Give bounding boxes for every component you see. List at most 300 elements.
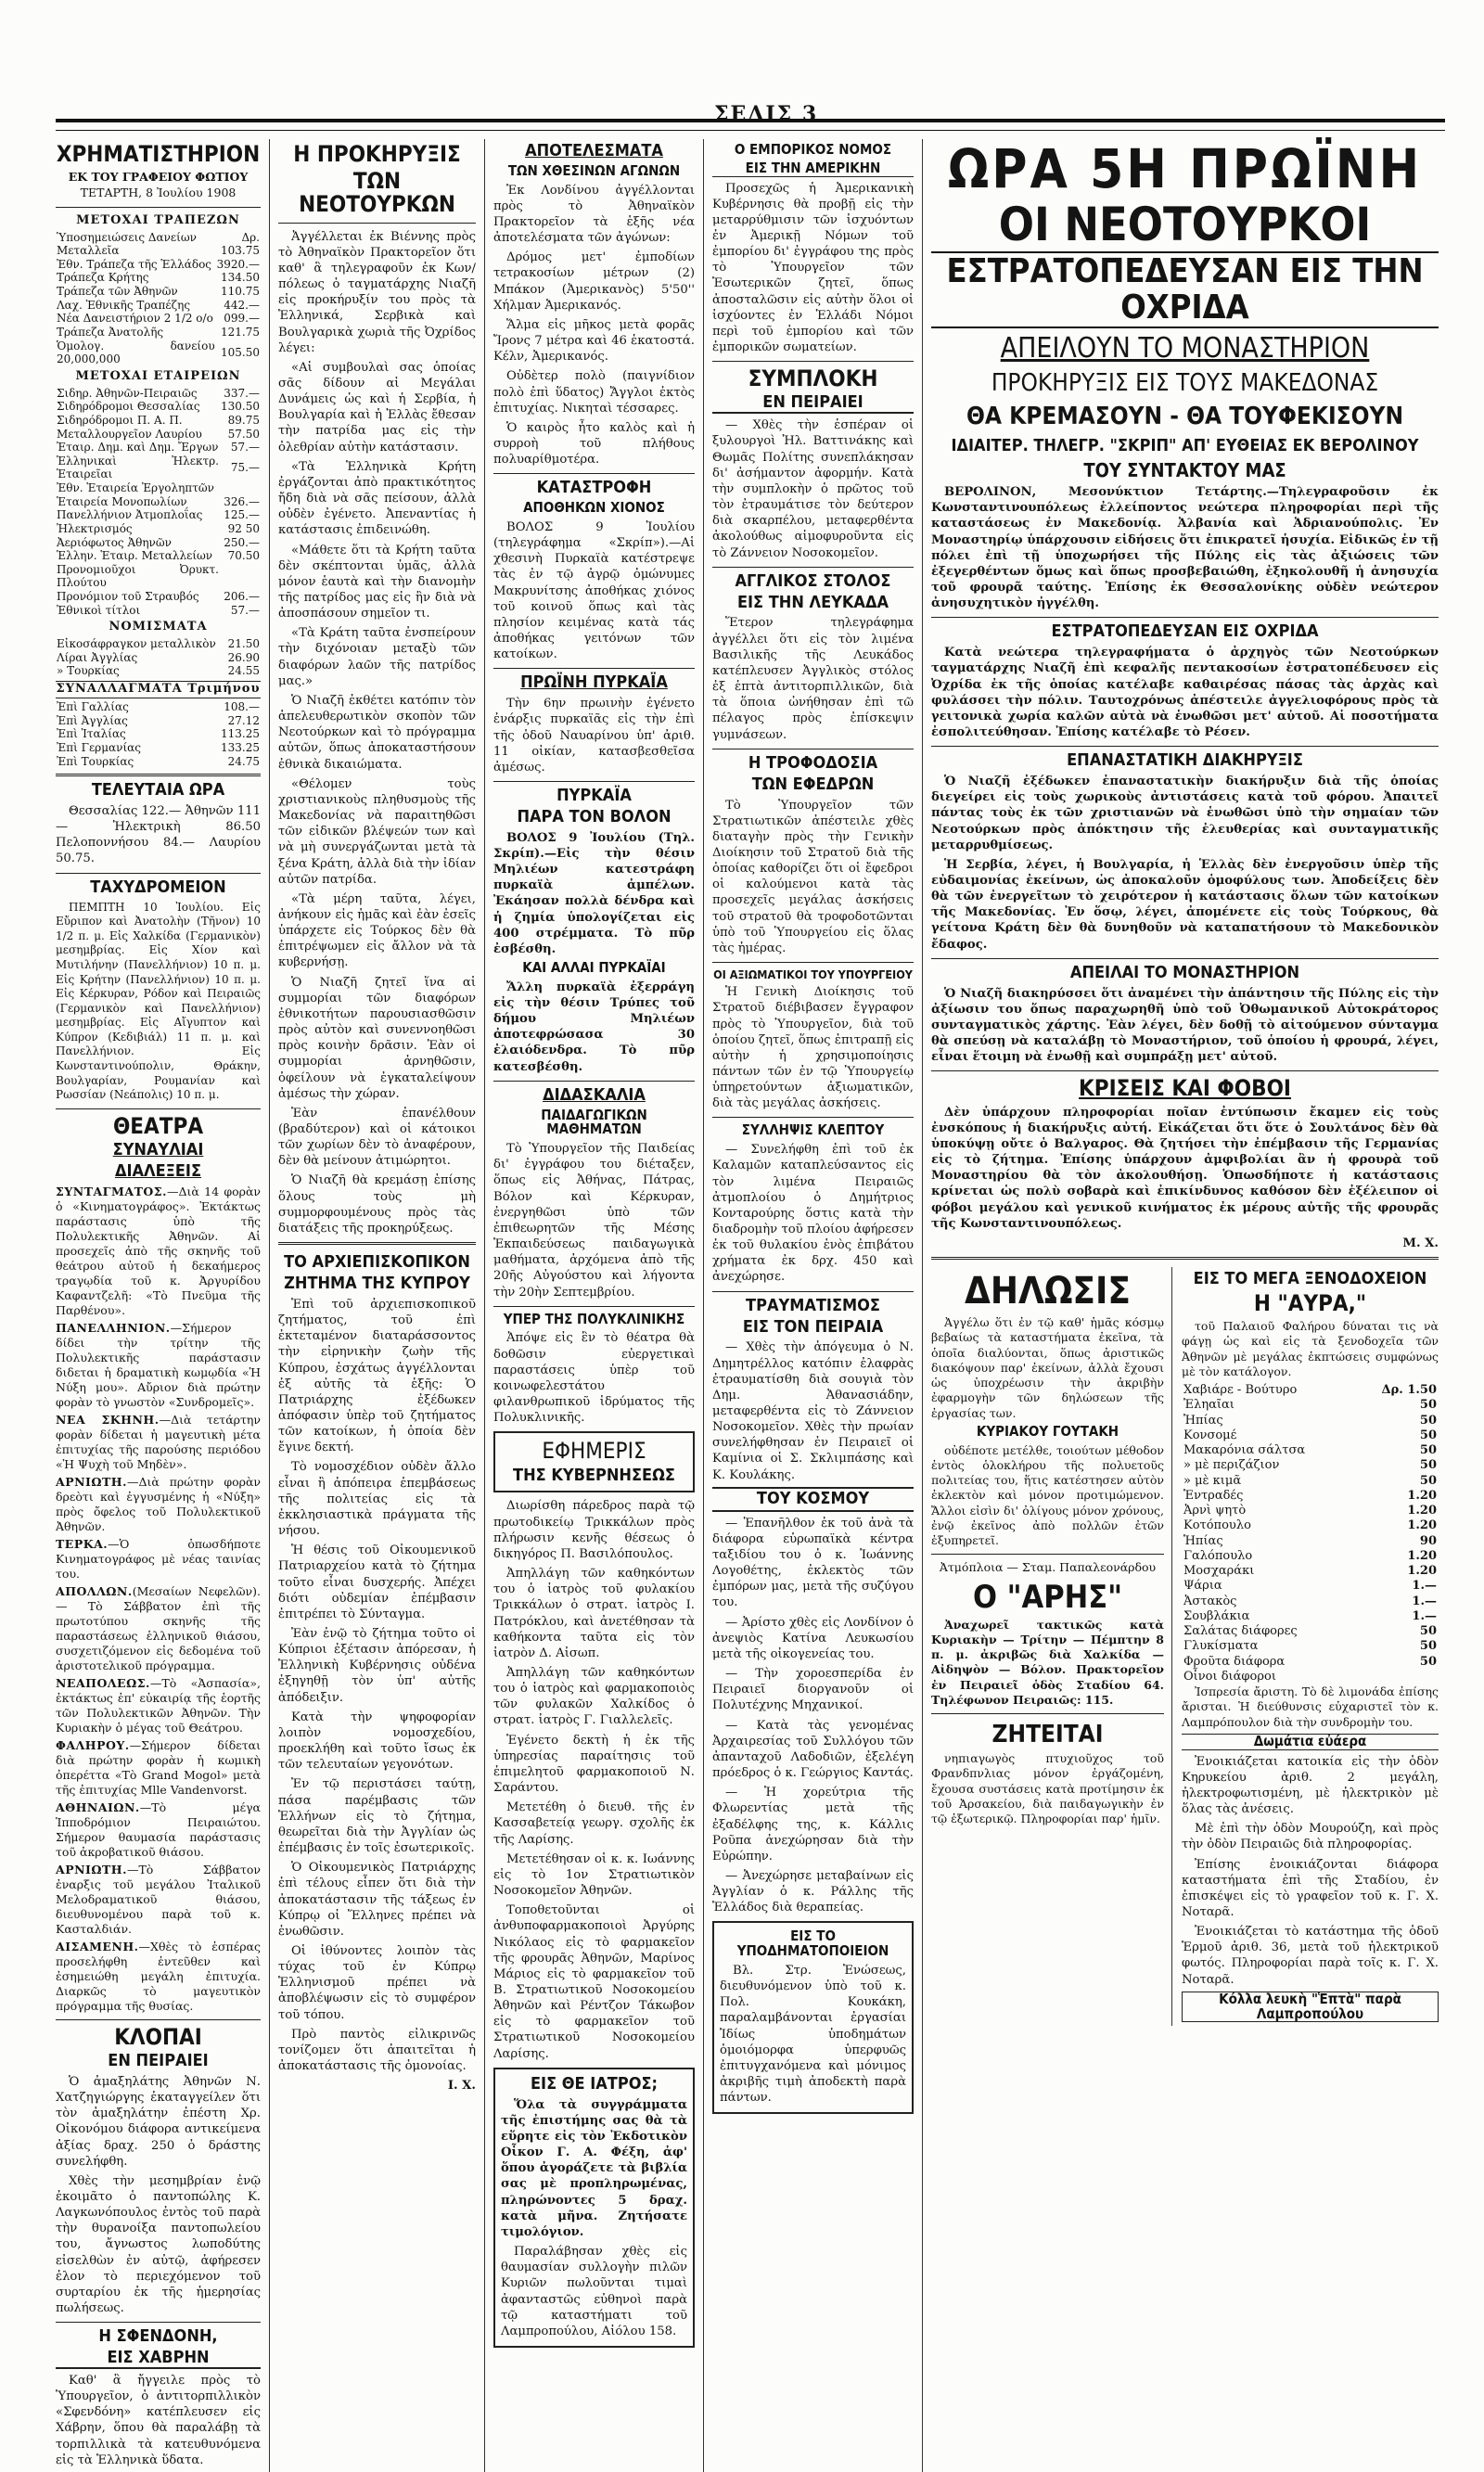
gazette-paragraph: Ἀπηλλάγη τῶν καθηκόντων του ὁ ἰατρὸς καὶ φαρμακοποιὸς τῶν φυλακῶν Χαλκίδος ὁ στρατ. ἰατρὸς Γ. Γιαλλελεῖς. <box>493 1666 695 1728</box>
divider <box>931 746 1439 747</box>
table-row <box>1182 1504 1439 1518</box>
theatre-list <box>56 1185 261 2014</box>
headline-proclamation: ΠΡΟΚΗΡΥΞΙΣ ΕΙΣ ΤΟΥΣ ΜΑΚΕΔΟΝΑΣ <box>991 369 1379 398</box>
row-label: Γαλόπουλο <box>1183 1548 1253 1563</box>
theatre-entry <box>56 1800 261 1860</box>
gazette-paragraph: Μετετέθη ὁ διευθ. τῆς ἐν Κασσαβετείᾳ γεωργ. σχολῆς ἐκ τῆς Λαρίσης. <box>493 1800 695 1847</box>
supply-title: Η ΤΡΟΦΟΔΟΣΙΑ <box>748 752 878 773</box>
row-label: » μὲ περιζάζιον <box>1183 1458 1280 1473</box>
theft-paragraph: Χθὲς τὴν μεσημβρίαν ἐνῷ ἐκοιμᾶτο ὁ παντοπώλης Κ. Λαγκωνόπουλος ἐντὸς τοῦ παρὰ τὴν θυρανοίξα παντοπωλείου του, ἄγνωστος λωποδύτης εἰσελθὼν ἐν αὐτῷ, ἀφήρεσεν ἐλον τὸ περιεχόμενον τοῦ συρταρίου ἐκ τῆς ἡμερησίας πωλήσεως. <box>56 2173 261 2316</box>
row-value: 24.75 <box>227 754 260 768</box>
proclamation-title-2: ΤΩΝ ΝΕΟΤΟΥΡΚΩΝ <box>299 168 455 218</box>
theatre-entry <box>56 1863 261 1937</box>
cyprus-paragraph: Ἐν τῷ περιστάσει ταύτῃ, πάσα παρέμβασις τῶν Ἑλλήνων εἰς τὸ ζήτημα, θεωρεῖται διὰ τὴν Ἀγγλίαν ὡς ἐπέμβασις ἐν τοῖς ἐσωτερικοῖς. <box>278 1777 476 1856</box>
divider <box>712 962 914 963</box>
trade-law-text: Προσεχῶς ἡ Ἀμερικανικὴ Κυβέρνησις θὰ προβῇ εἰς τὴν μεταρρύθμισιν τῶν ἰσχυόντων ἐν Ἀμερικῇ Νόμων τοῦ ἐμπορίου δι' ἐγγράφου της πρὸς τὸ Ὑπουργεῖον τῶν Ἐσωτερικῶν ζητεῖ, ὅπως ἀποσταλῶσιν εἰς αὐτὴν ὅλοι οἱ ἰσχύοντες ἐν Ἑλλάδι Νόμοι περὶ τοῦ ἐμπορίου καὶ τῶν ἐμπορικῶν σωματείων. <box>712 181 914 355</box>
thefts-subtitle: ΕΝ ΠΕΙΡΑΙΕΙ <box>108 2051 209 2070</box>
barber-title: ΚΥΡΙΑΚΟΥ ΓΟΥΤΑΚΗ <box>976 1422 1119 1440</box>
table-row <box>56 727 261 741</box>
theatre-text: —Διὰ τετάρτην φορὰν δίδεται ἡ μαγευτικὴ μέτα ἐπιτυχίας τῆς παρούσης περιόδου «Ἡ Ψυχὴ τοῦ Μηδὲν». <box>56 1412 261 1471</box>
glue-ad: Κόλλα λευκὴ "Ἑπτὰ" παρὰ Λαμπροπούλου <box>1182 1992 1439 2023</box>
row-value: 110.75 <box>221 285 260 299</box>
divider <box>712 567 914 568</box>
row-value: 1.— <box>1412 1608 1437 1623</box>
stock-exchange-date: ΤΕΤΑΡΤΗ, 8 Ἰουλίου 1908 <box>80 186 237 200</box>
row-value: 1.20 <box>1407 1564 1437 1579</box>
row-label: Ἐπὶ Ἰταλίας <box>57 727 126 741</box>
theatre-text: —Χθὲς τὸ ἑσπέρας προσελήφθη ἐντεῦθεν καὶ ἐσημειώθη μεγάλη ἐπιτυχία. Διαρκῶς τὸ μαγευτικὸν πρόγραμμα τῆς θυσίας. <box>56 1939 261 2013</box>
row-label: Σαλάτας διάφορες <box>1183 1624 1298 1639</box>
row-label: Σουβλάκια <box>1183 1608 1250 1623</box>
crisis-text: Δὲν ὑπάρχουν πληροφορίαι ποῖαν ἐντύπωσιν ἔκαμεν εἰς τοὺς ἐνσκόπους ἡ διακήρυξις αὐτή. Εἰκάζεται ὅτι ὅτε ὁ Σουλτάνος δὲν θὰ ὑποκύψῃ οὔτε ὁ Βαλγαρος. Θὰ ζητήσει τὴν ἐπέμβασιν τῆς Γερμανίας εἰς τὸ ζήτημα. Ἐπίσης ὑπάρχουν ἀμφιβολίαι ἂν ἡ φρουρὰ τοῦ Μοναστηρίου θὰ τὸν ἀκολουθήσῃ. Ὁπωσδήποτε ἡ κατάστασις κρίνεται ὡς πολὺ σοβαρὰ καὶ ἐπικίνδυνος καθόσον δὲν ἐξέλειπον οἱ φόβοι μεγάλου καὶ γενικοῦ κινήματος ἐκ μέρους αὐτῆς τῆς φρουρᾶς τῆς Κωνσταντινουπόλεως. <box>931 1105 1439 1231</box>
wanted-text: νηπιαγωγὸς πτυχιοῦχος τοῦ Φρανδπνλιας μόνον ἐργάζομένη, ἔχουσα συστάσεις κατὰ προτίμησιν ἐκ τοῦ Ἀρσακείου, διὰ παιδαγωγικὴν ἐν τῷ ἐξωτερικῷ. Πληροφορίαι παρ' ἡμῖν. <box>931 1751 1164 1825</box>
row-label: Σιδηρ. Ἀθηνῶν-Πειραιῶς <box>57 386 198 400</box>
sling-subtitle: ΕΙΣ ΧΑΒΡΗΝ <box>56 2350 261 2369</box>
hotel-footer: Ἰσπρεσία ἄριστη. Τὸ δὲ λιμονάδα ἐπίσης ἄρισται. Ἡ διεύθυνσις εὐχαριστεῖ τὸν κ. Λαμπρόπουλον διὰ τὴν συνδρομὴν του. <box>1182 1684 1439 1729</box>
column-1 <box>56 139 269 2472</box>
table-row <box>56 563 261 590</box>
wound-title-2: ΕΙΣ ΤΟΝ ΠΕΙΡΑΙΑ <box>742 1316 884 1337</box>
results-title: ΑΠΟΤΕΛΕΣΜΑΤΑ <box>525 141 663 160</box>
table-row <box>1182 1670 1439 1684</box>
table-row <box>1182 1609 1439 1624</box>
author-signature: Ι. Χ. <box>447 2079 476 2094</box>
proclamation-paragraph: Ἀγγέλλεται ἐκ Βιέννης πρὸς τὸ Ἀθηναϊκὸν Πρακτορεῖον ὅτι καθ' ἃ τηλεγραφοῦν ἐκ Κων/πόλεως ὁ ταγματάρχης Νιαζῆ εἰς προκήρυξίν του πρὸς τὰ Ἑλληνικά, Σερβικὰ καὶ Βουλγαρικὰ χωριὰ τῆς Ὀχρίδος λέγει: <box>278 229 476 355</box>
table-row <box>1182 1534 1439 1549</box>
theatre-entry <box>56 1738 261 1798</box>
company-shares-rows <box>56 387 261 618</box>
last-hour-title: ΤΕΛΕΥΤΑΙΑ ΩΡΑ <box>91 780 225 801</box>
crisis-title: ΚΡΙΣΕΙΣ ΚΑΙ ΦΟΒΟΙ <box>1079 1075 1291 1102</box>
lectures-subtitle: ΔΙΑΛΕΞΕΙΣ <box>114 1160 202 1181</box>
currency-heading: ΝΟΜΙΣΜΑΤΑ <box>109 620 208 634</box>
column-4 <box>703 139 922 2472</box>
table-row <box>56 244 261 258</box>
results-body <box>493 183 695 468</box>
hats-ad-text: Παραλάβησαν χθὲς εἰς θαυμασίαν συλλογὴν πιλῶν Κυριῶν πωλοῦνται τιμαὶ ἀφανταστῶς εὐθηνοὶ παρὰ τῷ καταστήματι τοῦ Λαμπροπούλου, Αἰόλου 158. <box>501 2245 687 2338</box>
row-label: Ἐθν. Ἑταιρεία Ἐργοληπτῶν <box>57 481 214 495</box>
row-label: Ἀστακὸς <box>1183 1594 1237 1608</box>
concerts-subtitle: ΣΥΝΑΥΛΙΑΙ <box>112 1140 204 1160</box>
proclamation-paragraph: Ὁ Νιαζῆ ἐκθέτει κατόπιν τὸν ἀπελευθερωτικὸν σκοπὸν τῶν Νεοτούρκων καὶ τὸ πρόγραμμα αὐτῶν, ὅπως ἀποκαταστήσουν ἐθνικὰ δικαιώματα. <box>278 693 476 772</box>
morning-fire-text: Τὴν 6ην πρωινὴν ἐγένετο ἐνάρξις πυρκαϊᾶς εἰς τὴν ἐπὶ τῆς ὁδοῦ Ναυαρίνου ὑπ' ἀριθ. 11 οἰκίαν, κατασβεσθεῖσα ἀμέσως. <box>493 697 695 775</box>
rooms-title: Δωμάτια εὐάερα <box>1182 1734 1439 1750</box>
ochrid-title: ΕΣΤΡΑΤΟΠΕΔΕΥΣΑΝ ΕΙΣ ΟΧΡΙΔΑ <box>1051 621 1319 642</box>
trade-law-title-2: ΕΙΣ ΤΗΝ ΑΜΕΡΙΚΗΝ <box>712 161 914 177</box>
row-label: Ἡπίας <box>1183 1533 1223 1548</box>
row-label: Γλυκίσματα <box>1183 1639 1259 1654</box>
table-row <box>56 387 261 401</box>
row-label: » Τουρκίας <box>57 664 120 678</box>
table-row <box>56 271 261 285</box>
row-value: 50 <box>1419 1639 1437 1654</box>
row-value <box>1356 1670 1439 1684</box>
table-row <box>1182 1474 1439 1489</box>
divider <box>712 1291 914 1292</box>
divider <box>931 1554 1164 1555</box>
wound-title: ΤΡΑΥΜΑΤΙΣΜΟΣ <box>746 1295 880 1315</box>
table-row <box>56 258 261 272</box>
world-paragraph: — Τὴν χοροεσπερίδα ἐν Πειραιεῖ διοργανοῦν οἱ Πολυτέχνης Μηχανικοί. <box>712 1667 914 1713</box>
fleet-title-2: ΕΙΣ ΤΗΝ ΛΕΥΚΑΔΑ <box>736 592 889 612</box>
teaching-text: Τὸ Ὑπουργεῖον τῆς Παιδείας δι' ἐγγράφου του διέταξεν, ὅπως εἰς Ἀθήνας, Πάτρας, Βόλον καὶ Κέρκυραν, ἐνεργηθῶσι ὑπὸ τῶν ἐπιθεωρητῶν τῆς Μέσης Ἐκπαιδεύσεως παιδαγωγικὰ μαθήματα, ἀρχόμενα ἀπὸ τῆς 20ῆς Αὐγούστου καὶ λήγοντα τὴν 20ὴν Σεπτεμβρίου. <box>493 1142 695 1300</box>
theatre-text: —Διὰ 14 φορὰν ὁ «Κινηματογράφος». Ἐκτάκτως παράστασις ὑπὸ τῆς Πολυλεκτικῆς Ἀθηνῶν. Αἱ προσεχεῖς ἀπὸ τῆς σκηνῆς τοῦ θεάτρου αὐτοῦ ἡ δεκαήμερος τραγῳδία τοῦ κ. Ἀργυρίδου Καφαντζελῆ: «Τὸ Πνεῦμα τῆς Παρθένου». <box>56 1184 261 1317</box>
rooms-paragraph: Μὲ ἐπὶ τὴν ὁδὸν Μουρούζη, καὶ πρὸς τὴν ὁδὸν Πειραιῶς διὰ πληροφορίας. <box>1182 1822 1439 1852</box>
row-value: 326.— <box>224 494 260 508</box>
divider <box>56 1108 261 1109</box>
cyprus-paragraph: Πρὸ παντὸς εἰλικρινῶς τονίζομεν ὅτι ἀπαιτεῖται ἡ ἀποκατάστασις τῆς ὁμονοίας. <box>278 2027 476 2074</box>
bank-shares-heading: ΜΕΤΟΧΑΙ ΤΡΑΠΕΖΩΝ <box>76 212 240 227</box>
row-value: 50 <box>1419 1624 1437 1639</box>
theatre-entry <box>56 1940 261 2014</box>
gazette-title: ΕΦΗΜΕΡΙΣ <box>542 1438 646 1465</box>
row-label: Τράπεζα Κρήτης <box>57 271 149 285</box>
officers-title: ΟΙ ΑΞΙΩΜΑΤΙΚΟΙ ΤΟΥ ΥΠΟΥΡΓΕΙΟΥ <box>713 967 913 982</box>
table-row <box>56 339 261 366</box>
headline-hang-shoot: ΘΑ ΚΡΕΜΑΣΟΥΝ - ΘΑ ΤΟΥΦΕΚΙΣΟΥΝ <box>966 402 1404 430</box>
results-paragraph: Ἅλμα εἰς μῆκος μετὰ φορᾶς Ἴρονς 7 μέτρα καὶ 46 ἑκατοστά. Κέλν, Ἀμερικανός. <box>493 317 695 365</box>
divider <box>493 1081 695 1082</box>
row-value: 50 <box>1419 1398 1437 1413</box>
gazette-paragraph: Διωρίσθη πάρεδρος παρὰ τῷ πρωτοδικείῳ Τρικκάλων πρὸς πλήρωσιν κενῆς θέσεως ὁ δικηγόρος Π. Βασιλόπουλος. <box>493 1499 695 1561</box>
berlin-text: ΒΕΡΟΛΙΝΟΝ, Μεσονύκτιον Τετάρτης.—Τηλεγραφοῦσιν ἐκ Κωνσταντινουπόλεως ἐλλείποντος νεώτερα πληροφορίαι περὶ τῆς καταστάσεως ἐν Μακεδονίᾳ. Ἀλβανία καὶ Ἀδριανούπολις. Ἐν Μοναστηρίῳ ὑπάρχουσιν εἰδήσεις ὅτι ἐπικρατεῖ ἡσυχία. Εἰδικῶς ἐν τῇ πόλει ἐπὶ τῇ ὑποχωρήσει τῆς Πύλης εἰς τὰς ἀξιώσεις τῶν ἐξεγερθέντων ὅμως καὶ ὅπως προσβεβαιώθη, ἐξηκολουθῆ ἡ ἀνησυχία τοῦ φρουρᾶ ταύτης. Ἐπίσης ἐκ Θεσσαλονίκης οὐδὲν νεώτερον ἀνησυχητικὸν ἠγγέλθη. <box>931 485 1439 611</box>
post-office-text: ΠΕΜΠΤΗ 10 Ἰουλίου. Εἰς Εὔριπον καὶ Ἀνατολὴν (Τῆνον) 10 1/2 π. μ. Εἰς Χαλκίδα (Γερμανικὸν) μεσημβρίας. Εἰς Χίον καὶ Μυτιλήνην (Πανελλήνιον) 10 π. μ. Εἰς Κρήτην (Πανελλήνιον) 10 π. μ. Εἰς Κέρκυραν, Ρόδον καὶ Πειραιῶς (Γερμανικὸν καὶ Πανελλήνιον) μεσημβρίας. Εἰς Αἴγυπτον καὶ Κύπρον (Κεδιβιάλ) 11 π. μ. καὶ Πανελλήνιον. Εἰς Κωνσταντινούπολιν, Θράκην, Βουλγαρίαν, Ρουμανίαν καὶ Ρωσσίαν (Νεάπολις) 10 π. μ. <box>56 900 261 1102</box>
uprising-paragraph: Ὁ Νιαζῆ ἐξέδωκεν ἐπαναστατικὴν διακήρυξιν διὰ τῆς ὁποίας διεγείρει εἰς τοὺς χωρικοὺς ἀντιστάσεις κατὰ τοῦ φόρου. Ἀπαιτεῖ πάντας τοὺς ἐκ τῶν χριστιανῶν νὰ ἑνωθῶσι ὑπὸ τὴν σημαίαν τῶν Νεοτούρκων πρὸς ἀπόκτησιν τῆς ἐλευθερίας καὶ συνταγματικῆς μεταρρυθμίσεως. <box>931 775 1439 852</box>
row-label: Κοτόπουλο <box>1183 1518 1251 1533</box>
row-label: Ἑλλην. Ἑταιρ. Μεταλλείων <box>57 549 213 563</box>
row-label: Ἐπὶ Γερμανίας <box>57 740 141 754</box>
gazette-paragraph: Τοποθετοῦνται οἱ ἀνθυποφαρμακοποιοὶ Ἀργύρης Νικόλαος εἰς τὸ φαρμακεῖον τῆς φρουρᾶς Ἀθηνῶν, Μαρίνος Μάριος εἰς τὸ φαρμακεῖον τοῦ Β. Στρατιωτικοῦ Νοσοκομείου Ἀθηνῶν καὶ Ρέντζον Τάκωβον εἰς τὸ φαρμακεῖον τοῦ Στρατιωτικοῦ Νοσοκομείου Λαρίσης. <box>493 1903 695 2061</box>
theft-paragraph: Ὁ ἀμαξηλάτης Ἀθηνῶν Ν. Χατζηγιώργης ἐκαταγγείλεν ὅτι τὸν ἀμαξηλάτην ἐπέστη Χρ. Οἰκονόμου διάφορα αντικείμενα ἀξίας δραχ. 250 ὁ δράστης συνελήφθη. <box>56 2074 261 2169</box>
row-label: Ἐπὶ Ἀγγλίας <box>57 713 128 727</box>
hotel-title: ΕΙΣ ΤΟ ΜΕΓΑ ΞΕΝΟΔΟΧΕΙΟΝ <box>1193 1269 1427 1289</box>
divider <box>493 473 695 474</box>
row-value: 1.— <box>1412 1579 1437 1594</box>
divider <box>56 873 261 874</box>
disaster-title: ΚΑΤΑΣΤΡΟΦΗ <box>536 478 652 498</box>
theatre-name: ΝΕΑΠΟΛΕΩΣ. <box>56 1675 150 1690</box>
row-label: Ὁμολογ. δανείου 20,000,000 <box>57 339 215 366</box>
notice-title: ΔΗΛΩΣΙΣ <box>965 1270 1131 1313</box>
row-label: Ἠπίας <box>1183 1413 1223 1428</box>
cyprus-paragraph: Οἱ ἰθύνοντες λοιπὸν τὰς τύχας τοῦ ἐν Κύπρῳ Ἑλληνισμοῦ πρέπει νὰ ἀποβλέψωσιν εἰς τὸ συμφέρον τοῦ τόπου. <box>278 1943 476 2022</box>
gazette-paragraph: Μετετέθησαν οἱ κ. κ. Ιωάννης εἰς τὸ 1ον Στρατιωτικὸν Νοσοκομεῖον Ἀθηνῶν. <box>493 1851 695 1899</box>
hotel-name: Η "ΑΥΡΑ," <box>1253 1289 1367 1316</box>
row-label: Οἶνοι διάφοροι <box>1183 1669 1276 1684</box>
divider <box>56 2019 261 2020</box>
table-row <box>1182 1489 1439 1504</box>
table-row <box>56 700 261 714</box>
divider <box>278 223 476 224</box>
gazette-paragraph: Ἐγένετο δεκτὴ ἡ ἐκ τῆς ὑπηρεσίας παραίτησις τοῦ ἐπιμελητοῦ φαρμακοποιοῦ Ν. Σαράντου. <box>493 1733 695 1796</box>
row-label: Λαχ. Ἐθνικῆς Τραπέζης <box>57 298 191 312</box>
theatre-text: —Τὸ Σάββατον ἐναρξις τοῦ μεγάλου Ἰταλικοῦ Μελοδραματικοῦ θιάσου, διευθυνομένου παρὰ τοῦ κ. Κασταλδιάν. <box>56 1862 261 1936</box>
company-shares-table <box>56 387 261 618</box>
theatre-name: ΣΥΝΤΑΓΜΑΤΟΣ. <box>56 1184 167 1198</box>
table-row <box>56 549 261 563</box>
table-row <box>1182 1414 1439 1428</box>
row-value: 26.90 <box>227 650 260 664</box>
clash-text: — Χθὲς τὴν ἑσπέραν οἱ ξυλουργοὶ Ἠλ. Βαττινάκης καὶ Θωμᾶς Πολίτης συνεπλάκησαν δι' ἀσήμαντον ἀφορμήν. Κατὰ τὴν συμπλοκὴν ὁ πρῶτος τοῦ τὸν ἐτραυμάτισε τὸν δεύτερον διὰ σκαρπέλου, μεταφερθέντα ἀκολούθως αἱμοφυροῦντα εἰς τὸ Ζάννειον Νοσοκομεῖον. <box>712 418 914 560</box>
row-label: Προνομιοῦχοι Ὀρυκτ. Πλούτου <box>57 562 219 590</box>
row-label: Ἀρνὶ ψητὸ <box>1183 1504 1247 1518</box>
hotel-menu-rows <box>1182 1383 1439 1684</box>
row-value: 121.75 <box>221 325 260 339</box>
results-paragraph: Ὁ καιρὸς ἦτο καλὸς καὶ ἡ συρροὴ τοῦ πλήθους πολυαρίθμοτέρα. <box>493 420 695 468</box>
row-value: 108.— <box>224 700 260 713</box>
wound-text: — Χθὲς τὴν ἀπόγευμα ὁ Ν. Δημητρέλλος κατόπιν ἐλαφρὰς ἐτραυματίσθη διὰ σουγιὰ τὸν Δημ. Ἀθανασιάδην, μεταφερθέντα εἰς τὸ Ζάννειον Νοσοκομεῖον. Χθὲς τὴν πρωίαν συνελήφθησαν ἐν Πειραιεῖ οἱ Καμίνια οἱ Σ. Σκλιμπάσης καὶ Κ. Κουλάκης. <box>712 1340 914 1482</box>
theatre-entry <box>56 1321 261 1410</box>
table-row <box>56 299 261 313</box>
theatre-text: (Μεσαίων Νεφελῶν). — Τὸ Σάββατον ἐπὶ τῆς πρωτοτύπου σκηνῆς τῆς παραστάσεως ἑλληνικοῦ θιάσου, συσχετιζόμενον εἰς δεδομένα τοῦ ἀριστοτελικοῦ πρόγραμμα. <box>56 1583 261 1672</box>
notice-text: Ἀγγέλω ὅτι ἐν τῷ καθ' ἡμᾶς κόσμῳ βεβαίως τὰ καταστήματα ἐκεῖνα, τὰ ὁποῖα διαλύονται, ὅπως ἀριστικῶς διακόψουν παρ' ἐκείνων, ἀλλὰ ἔχουσι ὡς ὑποχρέωσιν τὴν ἀκριβὴν ἐφαρμογὴν τῶν δηλώσεων τῆς ἐργασίας των. <box>931 1315 1164 1420</box>
row-label: Ἀεριόφωτος Ἀθηνῶν <box>57 535 172 549</box>
masthead-rule <box>56 119 1445 131</box>
proclamation-paragraph: «Τὰ Ἑλληνικὰ Κρήτη ἐργάζονται ἀπὸ πρακτικότητος ἤδη διὰ νὰ σᾶς πείσουν, ἀλλὰ οὐδὲν ἐγένετο. Ἀπεναντίας ἡ κατάστασις ἐπιδεινώθη. <box>278 459 476 538</box>
row-label: Τράπεζα τῶν Ἀθηνῶν <box>57 285 178 299</box>
table-row <box>1182 1655 1439 1670</box>
disaster-text: ΒΟΛΟΣ 9 Ἰουλίου (τηλεγράφημα «Σκρίπ»).—Αἱ χθεσινὴ Πυρκαϊὰ κατέστρεψε τὰς ἐν τῷ ἀγρῷ ὁμώνυμες Μακρυνίτσης ἀποθήκας χιόνος τοῦ κοινοῦ ὅπως καὶ τὰς πλησίον κειμένας κατὰ τάς ἀποθήκας γειτόνων τῶν κατοίκων. <box>493 519 695 662</box>
table-row <box>1182 1458 1439 1473</box>
divider <box>278 1242 476 1245</box>
row-label: Ἐπὶ Γαλλίας <box>57 700 129 713</box>
world-paragraph: — Ἀνεχώρησε μεταβαίνων εἰς Ἀγγλίαν ὁ κ. Ράλλης τῆς Ἐλλάδος διὰ θεραπείας. <box>712 1868 914 1915</box>
row-label: Ἠλεκτρισμός <box>57 521 133 535</box>
ads-area <box>931 1267 1439 2026</box>
column-3 <box>484 139 703 2472</box>
world-paragraph: — Κατὰ τὰς γενομένας Ἀρχαιρεσίας τοῦ Συλλόγου τῶν ἀπανταχοῦ Λαδοδιῶν, ἐξελέγη πρόεδρος ὁ κ. Γεώργιος Καντάς. <box>712 1718 914 1781</box>
theatre-entry <box>56 1676 261 1736</box>
crisis-signature: Μ. Χ. <box>1402 1236 1439 1250</box>
stock-exchange-source: ΕΚ ΤΟΥ ΓΡΑΦΕΙΟΥ ΦΩΤΙΟΥ <box>68 170 249 185</box>
volos-fire-title: ΠΥΡΚΑΪΑ <box>556 786 632 806</box>
wanted-title: ΖΗΤΕΙΤΑΙ <box>991 1721 1104 1749</box>
clinic-text: Ἀπόψε εἰς ἓν τὸ θέατρα θὰ δοθῶσιν εὐεργετικαὶ παραστάσεις ὑπὲρ τοῦ κοινωφελεστάτου φιλανθρωπικοῦ ἱδρύματος τῆς Πολυκλινικῆς. <box>493 1331 695 1426</box>
divider <box>712 1117 914 1118</box>
table-row <box>56 441 261 455</box>
row-label: Ἐθν. Τράπεζα τῆς Ἑλλάδος <box>57 257 212 271</box>
results-title-2: ΤΩΝ ΧΘΕΣΙΝΩΝ ΑΓΩΝΩΝ <box>507 161 681 179</box>
theatre-name: ΑΡΝΙΩΤΗ. <box>56 1474 127 1489</box>
cyprus-body <box>278 1297 476 2074</box>
row-value: 24.55 <box>227 664 260 678</box>
row-value: 57.— <box>230 441 260 455</box>
proclamation-paragraph: Ὁ Νιαζῆ ζητεῖ ἵνα αἱ συμμορίαι τῶν διαφόρων ἐθνικοτήτων παρουσιασθῶσιν πρὸς αὐτὸν καὶ συνεννοηθῶσι πρὸς κοινὴν δρᾶσιν. Ἐὰν οἱ συμμορίαι ἀρνηθῶσιν, ὀφείλουν νὰ ἐγκαταλείψουν ἀμέσως τὴν χώραν. <box>278 975 476 1101</box>
ads-right <box>1182 1267 1439 2026</box>
table-row <box>56 755 261 769</box>
proclamation-body <box>278 229 476 1237</box>
theatre-name: ΝΕΑ ΣΚΗΝΗ. <box>56 1412 160 1427</box>
table-row <box>1182 1383 1439 1398</box>
theatre-name: ΠΑΝΕΛΛΗΝΙΟΝ. <box>56 1320 171 1335</box>
exchange-rows <box>56 700 261 768</box>
divider <box>931 1070 1439 1071</box>
threat-text: Ὁ Νιαζῆ διακηρύσσει ὅτι ἀναμένει τὴν ἀπάντησιν τῆς Πύλης εἰς τὴν ἀξίωσιν του ὅπως παραχωρηθῆ ὑπὸ τοῦ Ὀθωμανικοῦ Αὐτοκράτορος συνταγματικὸς χάρτης. Ἐὰν λέγει, δὲν δοθῇ τὸ αἰτούμενον σύνταγμα θὰ σπεύσῃ νὰ καταλάβῃ τὸ Μοναστήριον, τοῦ ὁποίου ἡ φρουρά, λέγει, εἶναι ἕτοιμη νὰ ἑνωθῇ καὶ συμπράξῃ μετ' αὐτοῦ. <box>931 986 1439 1065</box>
results-paragraph: Ἐκ Λονδίνου ἀγγέλλονται πρὸς τὸ Ἀθηναϊκὸν Πρακτορεῖον τὰ ἑξῆς νέα ἀποτελέσματα τῶν ἀγώνων: <box>493 183 695 246</box>
table-row <box>56 312 261 326</box>
table-row <box>1182 1639 1439 1654</box>
page-number: ΣΕΛΙΣ 3 <box>714 102 819 126</box>
morning-fire-title: ΠΡΩΪΝΗ ΠΥΡΚΑΪΑ <box>520 672 668 693</box>
row-label: Λίραι Ἀγγλίας <box>57 650 138 664</box>
theatre-entry <box>56 1185 261 1318</box>
ads-left <box>931 1267 1172 2026</box>
divider <box>493 668 695 669</box>
rooms-paragraph: Ἐνοικιάζεται τὸ κατάστημα τῆς ὁδοῦ Ἑρμοῦ ἀριθ. 36, μετὰ τοῦ ἠλεκτρικοῦ φωτός. Πληροφορίαι παρὰ τοῖς κ. Γ. Χ. Νοταρᾶ. <box>1182 1925 1439 1987</box>
row-value: 50 <box>1419 1413 1437 1428</box>
theatre-entry <box>56 1413 261 1472</box>
sling-title: Η ΣΦΕΝΔΟΝΗ, <box>98 2326 218 2347</box>
clinic-title: ΥΠΕΡ ΤΗΣ ΠΟΛΥΚΛΙΝΙΚΗΣ <box>503 1310 685 1327</box>
table-row <box>1182 1564 1439 1579</box>
theatre-text: —Σήμερον δίδει τὴν τρίτην τῆς Πολυλεκτικῆς παράστασιν διδεται ἡ δραματικὴ κωμῳδία «Ἡ Νύξη μου». Αὔριον διὰ πρώτην φορὰν τὸ γνωστὸν «Συνδρομεῖς». <box>56 1320 261 1409</box>
gazette-body <box>493 1498 695 2061</box>
row-label: Μεταλλουργεῖον Λαυρίου <box>57 427 202 441</box>
row-value: 50 <box>1419 1458 1437 1473</box>
results-paragraph: Οὐδὲτερ πολὸ (παιγνίδιον πολὸ ἐπὶ ὕδατος) Ἄγγλοι ἐκτὸς ἐπιτυχίας. Νικηταὶ τέσσαρες. <box>493 369 695 416</box>
row-label: Σιδηρόδρομοι Π. Α. Π. <box>57 413 183 427</box>
column-2 <box>269 139 484 2472</box>
other-fires-text: Ἄλλη πυρκαϊὰ ἐξερράγη εἰς τὴν θέσιν Τρύπες τοῦ δήμου Μηλιέων ἀποτεφρώσασα 30 ἐλαιόδενδρα. Τὸ πῦρ κατεσβέσθη. <box>493 980 695 1074</box>
row-value: 099.— <box>224 312 260 326</box>
clash-title: ΣΥΜΠΛΟΚΗ <box>748 365 878 392</box>
row-value: 1.20 <box>1407 1504 1437 1518</box>
barber-text: οὐδέποτε μετέλθε, τοιούτων μέθοδον ἐντὸς ὁλοκλήρου τῆς πολυετοῦς πολιτείας του, ἥτις κατέστησεν αὐτὸν ἐκλεκτὸν καὶ μόνον προτιμώμενον. Ἄλλοι εἰσὶν δι' ὀλίγους μόνον χρόνους, ἐνῷ ἐκεῖνος ἀπὸ πολλῶν ἐτῶν ἐξυπηρετεῖ. <box>931 1442 1164 1548</box>
proclamation-paragraph: Ὁ Νιαζῆ θὰ κρεμάσῃ ἐπίσης ὅλους τοὺς μὴ συμμορφουμένους πρὸς τὰς διατάξεις τῆς προκηρύξεως. <box>278 1173 476 1236</box>
row-label: Μακαρόνια σάλτσα <box>1183 1443 1306 1458</box>
doctor-ad-title: ΕΙΣ ΘΕ ΙΑΤΡΟΣ; <box>530 2073 659 2094</box>
table-row <box>1182 1595 1439 1609</box>
row-label: Σιδηρόδρομοι Θεσσαλίας <box>57 400 200 414</box>
table-row <box>56 590 261 604</box>
currency-table <box>56 637 261 678</box>
proclamation-title: Η ΠΡΟΚΗΡΥΞΙΣ <box>293 141 461 167</box>
theatres-title: ΘΕΑΤΡΑ <box>112 1112 204 1139</box>
last-hour-text: Θεσσαλίας 122.— Ἀθηνῶν 111— Ἠλεκτρικὴ 86.50 Πελοποννήσου 84.— Λαυρίου 50.75. <box>56 804 261 866</box>
column-5 <box>922 139 1447 2472</box>
table-row <box>56 481 261 495</box>
world-title: ΤΟΥ ΚΟΣΜΟΥ <box>712 1487 914 1512</box>
row-label: Ἐταιρ. Δημ. καὶ Δημ. Ἔργων <box>57 441 219 455</box>
row-label: Μεταλλεῖα <box>57 244 120 258</box>
thefts-title: ΚΛΟΠΑΙ <box>114 2023 202 2050</box>
sling-text: Καθ' ἃ ἤγγειλε πρὸς τὸ Ὑπουργεῖον, ὁ ἀντιτορπιλλικὸν «Σφενδόνη» κατέπλευσεν εἰς Χάβρην, ὅπου θὰ παραλάβῃ τὰ τορπιλλικὰ τὰ κατευθυνόμενα εἰς τὰ Ἑλληνικὰ ὕδατα. <box>56 2374 261 2467</box>
table-row <box>56 400 261 414</box>
cyprus-paragraph: Ἐὰν ἐνῷ τὸ ζήτημα τοῦτο οἱ Κύπριοι ἐξέτασιν ἀπόρεσαν, ἡ Ἑλληνικὴ Κυβέρνησις οὐδένα ἐξηγηθῇ τὸν ὑπ' αὐτῆς ἀπόδειξιν. <box>278 1627 476 1705</box>
divider <box>931 617 1439 618</box>
results-paragraph: Δρόμος μετ' ἐμποδίων τετρακοσίων μέτρων (2) Μπάκον (Ἀμερικανὸς) 5'50'' Χήλμαν Ἀμερικανός. <box>493 250 695 313</box>
table-row: Ὑποσημειώσεις Δανείων Δρ. <box>57 230 260 244</box>
officers-text: Ἡ Γενικὴ Διοίκησις τοῦ Στρατοῦ διέβιβασεν ἔγγραφον πρὸς τὸ Ὑπουργεῖον, διὰ τοῦ ὁποίου ζητεῖ, ὅπως ἐπιτραπῇ εἰς αὐτὴν ἡ χρησιμοποίησις πάντων τῶν ἐν τῷ Ὑπουργείῳ ὑπηρετούντων ἀξιωματικῶν, διὰ τὰς μεγάλας ἀσκήσεις. <box>712 985 914 1111</box>
volos-fire-title-2: ΠΑΡΑ ΤΟΝ ΒΟΛΟΝ <box>517 806 672 826</box>
table-row <box>56 651 261 665</box>
table-row <box>56 637 261 651</box>
clash-title-2: ΕΝ ΠΕΙΡΑΙΕΙ <box>712 394 914 414</box>
row-value: 1.20 <box>1407 1518 1437 1533</box>
teaching-title: ΔΙΔΑΣΚΑΛΙΑ <box>543 1084 646 1105</box>
stock-exchange-title: ΧΡΗΜΑΤΙΣΤΗΡΙΟΝ <box>56 141 261 167</box>
shoe-ad <box>712 1921 914 2114</box>
exchange-heading: ΣΥΝΑΛΛΑΓΜΑΤΑ Τριμήνου <box>56 681 261 698</box>
row-label: Φροῦτα διάφορα <box>1183 1654 1286 1669</box>
gazette-title-2: ΤΗΣ ΚΥΒΕΡΝΗΣΕΩΣ <box>513 1465 675 1485</box>
cyprus-paragraph: Ἡ θέσις τοῦ Οἰκουμενικοῦ Πατριαρχείου κατὰ τὸ ζήτημα τοῦτο εἶναι δυσχερής. Ἀπέχει διότι οὐδεμίαν ἐπέμβασιν ἐπιτρέπει τὸ Σύνταγμα. <box>278 1543 476 1621</box>
row-label: Ἐντραδές <box>1183 1488 1244 1503</box>
table-row <box>56 522 261 536</box>
theatre-name: ΦΑΛΗΡΟΥ. <box>56 1737 130 1752</box>
post-office-title: ΤΑΧΥΔΡΟΜΕΙΟΝ <box>90 877 226 897</box>
row-value: 50 <box>1419 1654 1437 1669</box>
ares-text: Ἀναχωρεῖ τακτικῶς κατὰ Κυριακὴν — Τρίτην — Πέμπτην 8 π. μ. ἀκριβῶς διὰ Χαλκίδα — Αἰδηψὸν — Βόλον. Πρακτορεῖον ἐν Πειραιεῖ ὁδὸς Σταδίου 64. Τηλέφωνον Πειραιῶς: 115. <box>931 1617 1164 1707</box>
divider <box>712 361 914 362</box>
row-value: 50 <box>1419 1428 1437 1442</box>
row-value: 125.— <box>224 508 260 522</box>
shoe-ad-text: Βλ. Στρ. Ἑνώσεως, διευθυνόμενον ὑπὸ τοῦ κ. Πολ. Κουκάκη, παραλαμβάνονται ἐργασίαι Ἰδίως ὑποδημάτων ὁμοιόμορφα ὑπερφυῶς ἐπιτυγχανόμενα καὶ μόνιμος ἀκριβῆς τιμὴ ἀποδεκτὴ παρὰ πάντων. <box>720 1963 906 2106</box>
columns <box>56 137 1447 2467</box>
theatre-text: —Σήμερον δίδεται διὰ πρώτην φορὰν ἡ κωμικὴ ὀπερέττα «Τὸ Grand Mogol» μετὰ τῆς ἐπιτυχίας Mlle Vandenvorst. <box>56 1737 261 1797</box>
row-value: 103.75 <box>221 244 260 258</box>
headline-ochrid: ΕΣΤΡΑΤΟΠΕΔΕΥΣΑΝ ΕΙΣ ΤΗΝ ΟΧΡΙΔΑ <box>931 251 1439 328</box>
arrest-title: ΣΥΛΛΗΨΙΣ ΚΛΕΠΤΟΥ <box>741 1121 885 1139</box>
shoe-ad-title: ΕΙΣ ΤΟ ΥΠΟΔΗΜΑΤΟΠΟΙΕΙΟΝ <box>736 1928 889 1960</box>
teaching-title-2: ΠΑΙΔΑΓΩΓΙΚΩΝ ΜΑΘΗΜΑΤΩΝ <box>541 1106 647 1138</box>
row-value <box>220 563 261 590</box>
divider <box>931 1713 1164 1714</box>
row-label: Μοσχαράκι <box>1183 1564 1255 1579</box>
currency-rows <box>56 637 261 678</box>
headline-monastir: ΑΠΕΙΛΟΥΝ ΤΟ ΜΟΝΑΣΤΗΡΙΟΝ <box>1000 332 1370 365</box>
row-value: 75.— <box>230 461 260 475</box>
bank-shares-rows <box>56 244 261 366</box>
row-label: Πανελλήνιον Ἀτμοπλοΐας <box>57 508 203 522</box>
table-row <box>56 414 261 428</box>
row-value: 113.25 <box>221 727 260 741</box>
disaster-title-2: ΑΠΟΘΗΚΩΝ ΧΙΟΝΟΣ <box>523 499 665 517</box>
row-value: 206.— <box>224 590 260 604</box>
theatre-name: ΤΕΡΚΑ. <box>56 1536 109 1551</box>
table-row <box>1182 1443 1439 1458</box>
uprising-paragraph: Ἡ Σερβία, λέγει, ἡ Βουλγαρία, ἡ Ἑλλὰς δὲν ἐνεργοῦσιν ὑπὲρ τῆς εὐδαιμονίας ἐκείνων, ὡς ἀποκαλοῦν ὁμοφύλους των. Ἀποδείξεις δὲν θὰ τῶν ἐνεργεῖτων τὸ χειρότερον ἡ κατάστασις ὅλων τῶν κατοίκων τῆς Μακεδονίας. Ἐν ὅσῳ, λέγει, ἀπομένετε εἰς τοὺς Τούρκους, θὰ γείτονα Κράτη δὲν θὰ δυνηθοῦν νὰ καταπατήσουν τὸ Μακεδονικὸν ἔδαφος. <box>931 857 1439 952</box>
table-row <box>1182 1624 1439 1639</box>
cyprus-paragraph: Τὸ νομοσχέδιον οὐδὲν ἄλλο εἶναι ἢ ἀπόπειρα ἐπεμβάσεως τῆς πολιτείας εἰς τὰ ἐκκλησιαστικὰ πράγματα τῆς νήσου. <box>278 1460 476 1539</box>
bank-shares-table <box>56 231 261 366</box>
row-value: 70.50 <box>227 549 260 563</box>
divider <box>493 781 695 782</box>
doctor-ad <box>493 2068 695 2348</box>
cyprus-paragraph: Ὁ Οἰκουμενικὸς Πατριάρχης ἐπὶ τέλους εἶπεν ὅτι διὰ τὴν ἀποκατάστασιν τῆς τάξεως ἐν Κύπρῳ οἱ Ἕλληνες πρέπει νὰ ἑνωθῶσιν. <box>278 1861 476 1939</box>
table-row <box>1182 1428 1439 1443</box>
theatre-text: —Ὁ ὁπωσδήποτε Κινηματογράφος μὲ νέας ταινίας του. <box>56 1536 261 1581</box>
hotel-menu <box>1182 1383 1439 1684</box>
doctor-ad-text: Ὅλα τὰ συγγράμματα τῆς ἐπιστήμης σας θὰ τὰ εὕρητε εἰς τὸν Ἐκδοτικὸν Οἶκον Γ. Α. Φέξη, ἀφ' ὅπου ἀγοράζετε τὰ βιβλία σας μὲ προπληρωμένας, πληρώνοντες 5 δραχ. κατὰ μῆνα. Ζητήσατε τιμολόγιον. <box>501 2097 687 2239</box>
row-value: 442.— <box>224 298 260 312</box>
table-row <box>56 495 261 509</box>
row-label: Ἐπὶ Τουρκίας <box>57 754 134 768</box>
row-value: 250.— <box>224 535 260 549</box>
table-row <box>1182 1398 1439 1413</box>
cyprus-title-2: ΖΗΤΗΜΑ ΤΗΣ ΚΥΠΡΟΥ <box>284 1273 470 1293</box>
theatre-entry <box>56 1537 261 1582</box>
proclamation-paragraph: «Τὰ Κράτη ταῦτα ἐνσπείρουν τὴν διχόνοιαν μεταξὺ τῶν διαφόρων λαῶν τῆς πατρίδος μας.» <box>278 626 476 688</box>
table-row <box>56 664 261 678</box>
theatre-text: —Τὸ μέγα Ἱπποδρόμιον Πειραιώτου. Σήμερον θαυμασία παράστασις τοῦ ἀκροβατικοῦ θιάσου. <box>56 1800 261 1859</box>
row-value: 337.— <box>224 386 260 400</box>
ochrid-text: Κατὰ νεώτερα τηλεγραφήματα ὁ ἀρχηγὸς τῶν Νεοτούρκων ταγματάρχης Νιαζῆ ἐπὶ κεφαλῆς πεντακοσίων ἐστρατοπέδευσεν εἰς Ὀχρίδα ἐκ τῆς ὁποίας κατέλαβε καθαιρέσας πάσας τὰς ἀρχὰς καὶ φυλάσσει τὴν πόλιν. Ταυτοχρόνως ἀπέστειλε ἀγγελιοφόρους πρὸς τὰ γειτονικὰ χωρία καλῶν αὐτὰ νὰ ἑνωθῶσι μετ' αὐτοῦ. Αἱ ποσοτήματα ἐσπολιτεύθησαν. Ἐπίσης κατέλαβε τὸ Ρέσεν. <box>931 646 1439 739</box>
headline-neoturks: ΟΙ ΝΕΟΤΟΥΡΚΟΙ <box>998 197 1372 251</box>
divider <box>931 1257 1439 1260</box>
row-value: 1.20 <box>1407 1548 1437 1563</box>
hotel-text: τοῦ Παλαιοῦ Φαλήρου δύναται τις νὰ φάγῃ ὡς καὶ εἰς τὰ ξενοδοχεῖα τῶν Ἀθηνῶν μὲ μεγάλας ἐκπτώσεις συμφώνως μὲ τὸν κατάλογον. <box>1182 1319 1439 1378</box>
